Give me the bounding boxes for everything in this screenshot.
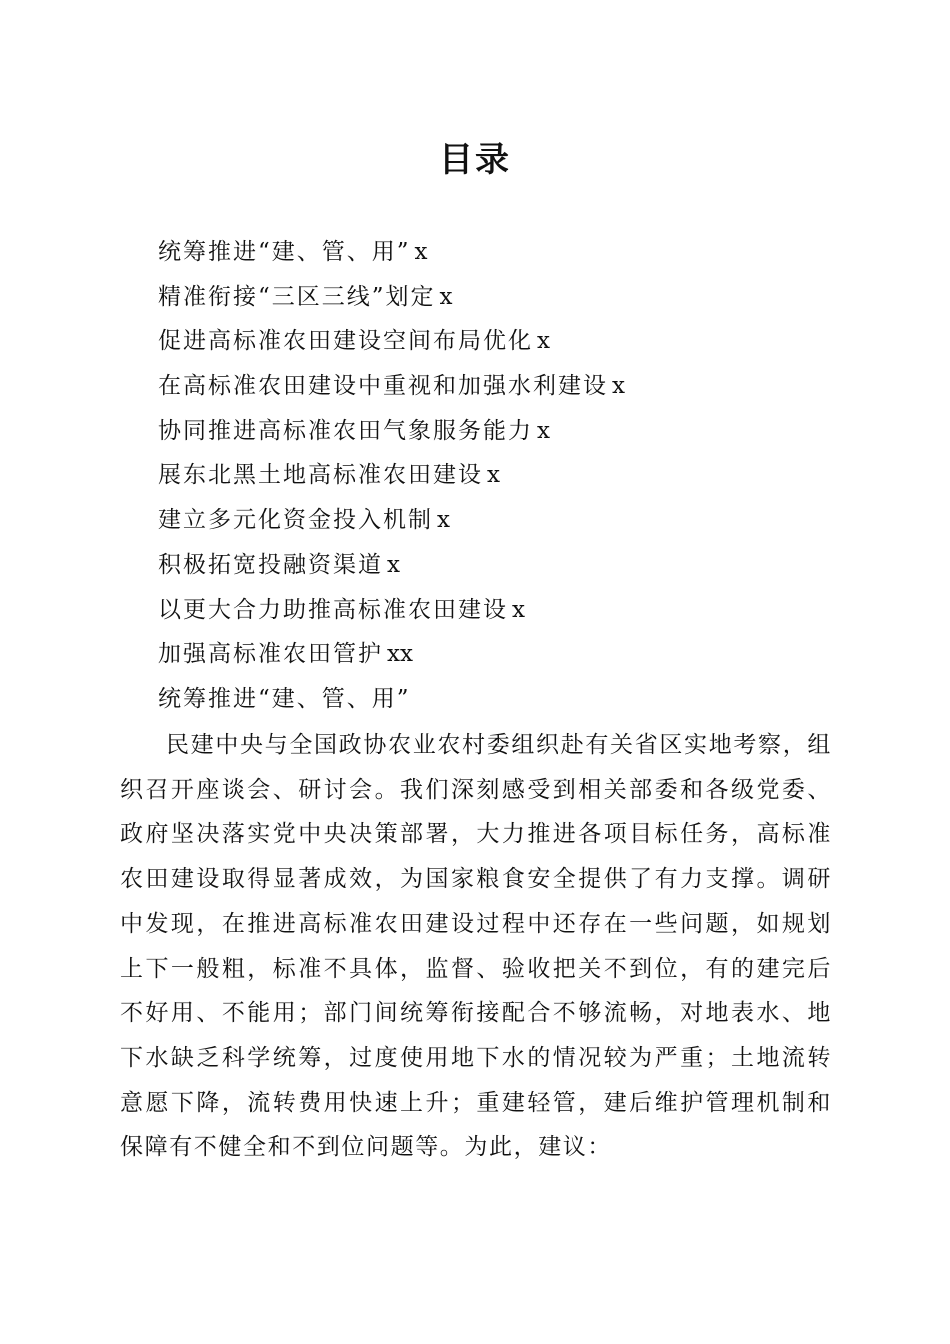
toc-item[interactable] — [158, 409, 625, 454]
page-title: 目录 — [439, 140, 511, 180]
toc-page-number: x — [612, 373, 625, 400]
toc-item[interactable] — [158, 319, 625, 364]
toc-item-text: 在高标准农田建设中重视和加强水利建设 — [158, 373, 608, 400]
toc-page-number: x — [439, 283, 453, 310]
toc-item[interactable] — [158, 275, 625, 320]
toc-item-text: 以更大合力助推高标准农田建设 — [158, 596, 508, 623]
toc-item[interactable] — [158, 498, 625, 543]
toc-item-text: 建立多元化资金投入机制 — [158, 507, 433, 534]
toc-item-text: 统筹推进“建、管、用” — [158, 239, 411, 265]
toc-item-text: 促进高标准农田建设空间布局优化 — [158, 328, 533, 355]
toc-item[interactable] — [158, 543, 625, 588]
toc-item-text: 精准衔接“三区三线”划定 — [158, 283, 436, 310]
section-heading: 统筹推进“建、管、用” — [158, 686, 411, 712]
toc-item-text: 展东北黑土地高标准农田建设 — [158, 462, 483, 489]
toc-page-number: xx — [387, 641, 413, 668]
toc-page-number: x — [487, 462, 500, 489]
table-of-contents — [158, 230, 625, 677]
toc-page-number: x — [537, 328, 550, 355]
toc-item[interactable] — [158, 632, 625, 677]
toc-page-number: x — [512, 596, 525, 623]
toc-item[interactable] — [158, 453, 625, 498]
body-paragraph: 民建中央与全国政协农业农村委组织赴有关省区实地考察，组织召开座谈会、研讨会。我们深刻感受到相关部委和各级党委、政府坚决落实党中央决策部署，大力推进各项目标任务，高标准农田建设取得显著成效，为国家粮食安全提供了有力支撑。调研中发现，在推进高标准农田建设过程中还存在一些问题，如规划上下一般粗，标准不具体，监督、验收把关不到位，有的建完后不好用、不能用；部门间统筹衔接配合不够流畅，对地表水、地下水缺乏科学统筹，过度使用地下水的情况较为严重；土地流转意愿下降，流转费用快速上升；重建轻管，建后维护管理机制和保障有不健全和不到位问题等。为此，建议： — [120, 732, 832, 1161]
toc-page-number: x — [414, 239, 428, 265]
toc-item[interactable] — [158, 364, 625, 409]
toc-item-text: 协同推进高标准农田气象服务能力 — [158, 417, 533, 444]
toc-page-number: x — [387, 551, 400, 578]
toc-item-text: 积极拓宽投融资渠道 — [158, 551, 383, 578]
toc-page-number: x — [537, 417, 550, 444]
toc-item[interactable] — [158, 588, 625, 633]
toc-item-text: 加强高标准农田管护 — [158, 641, 383, 668]
toc-page-number: x — [437, 507, 450, 534]
toc-item[interactable] — [158, 230, 625, 275]
